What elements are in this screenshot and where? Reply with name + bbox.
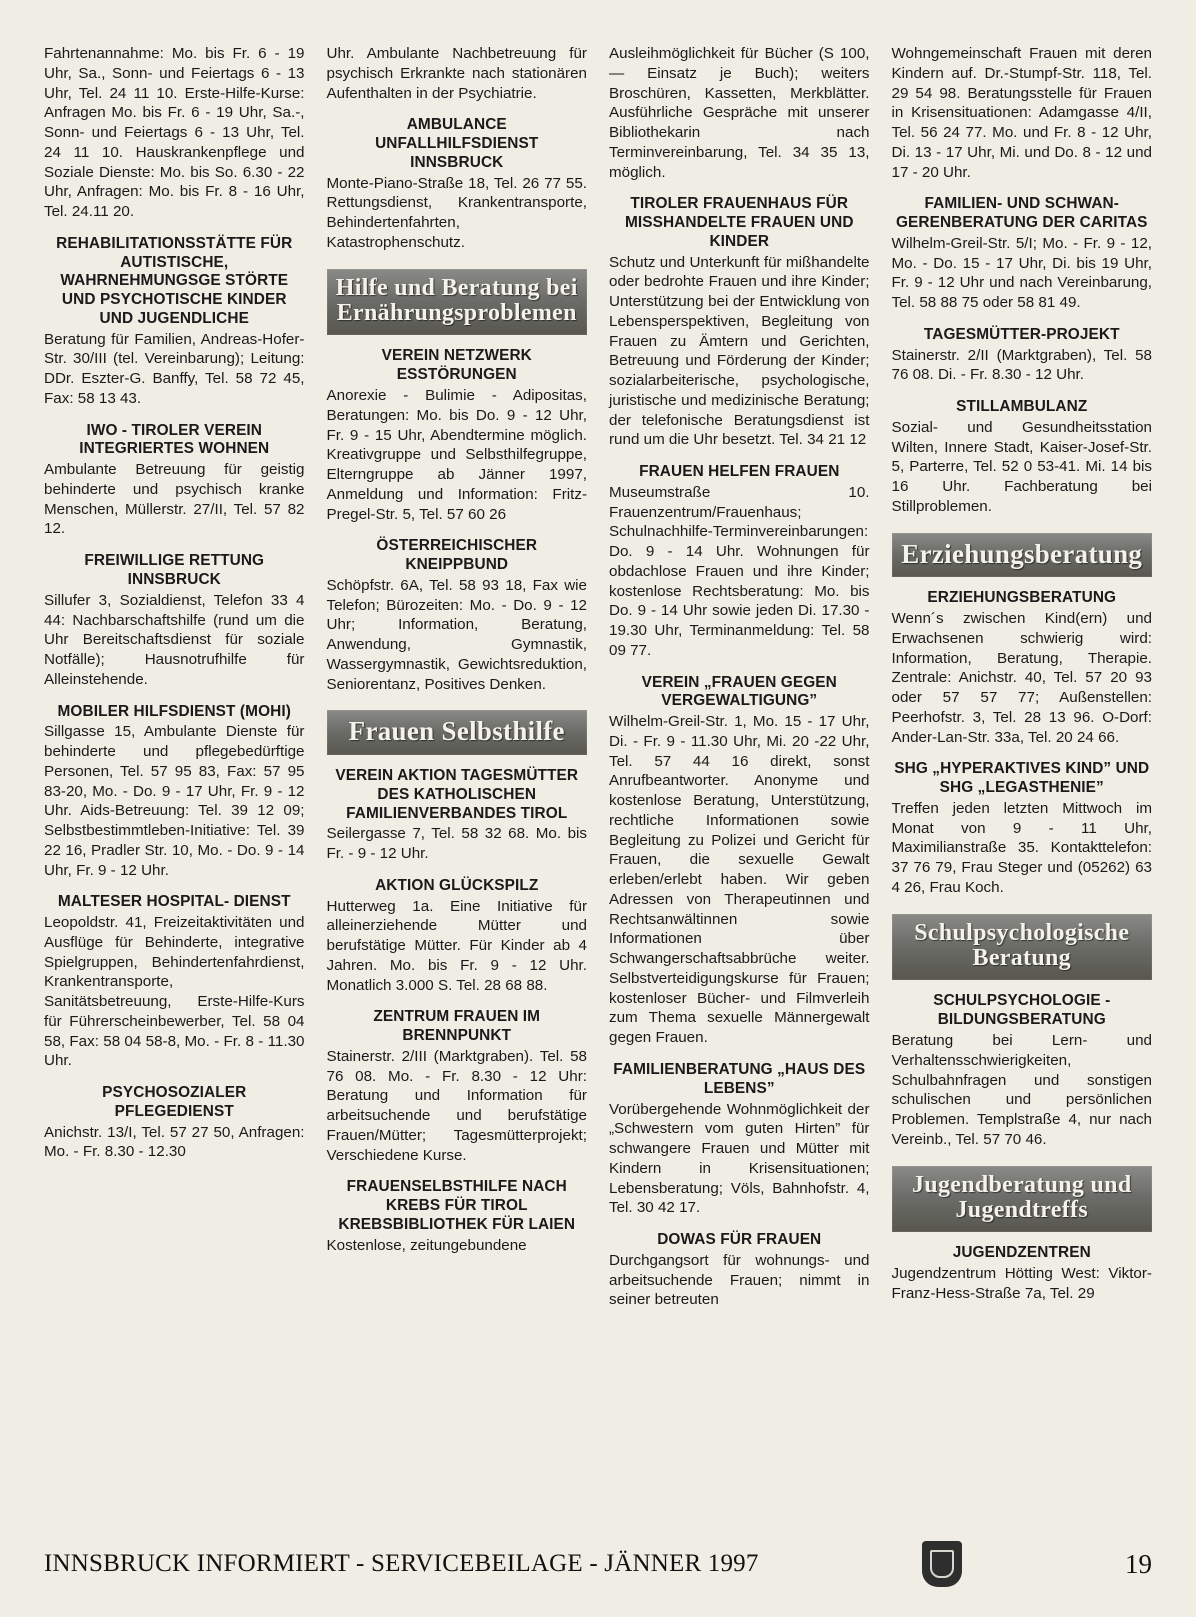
verein-netzwerk-esstoerungen-entry-heading: VEREIN NETZWERK ESSTÖRUNGEN	[381, 347, 532, 384]
banner-hilfe-und-beratung: Hilfe und Beratung bei Ernährungsproblemen	[327, 269, 588, 336]
column-1	[44, 44, 305, 1514]
fahrtenannahme-text	[44, 44, 305, 222]
tagesmuetter-projekt-entry-heading: TAGESMÜTTER-PROJEKT	[923, 325, 1120, 343]
malteser-hospitaldienst-entry-body: Leopoldstr. 41, Freizeitaktivitäten und Ausflüge für Behinderte, integrative Spielgruppen, Behindertenfahrdienst, Krankentransporte, Sanitätsbetreuung, Erste-Hilfe-Kurs für Führerscheinbewerber, Tel. 58 04 58, Fax: 58 04 58-8, Mo. - Fr. 8 - 11.30 Uhr.	[44, 914, 305, 1070]
article-columns	[44, 44, 1152, 1514]
familienberatung-haus-des-lebens-entry-body: Vorübergehende Wohnmöglichkeit der „Schwestern vom guten Hirten” für schwangere Frauen und Mütter mit Kindern in Krisensituationen; Lebensberatung; Völs, Bahnhofstr. 4, Tel. 30 42 17.	[609, 1100, 870, 1217]
aktion-gluecksspilz-entry-body: Hutterweg 1a. Eine Initiative für alleinerziehende Mütter und berufstätige Mütter. Für Kinder ab 4 Jahren. Mo. bis Fr. 9 - 12 Uhr. Monatlich 3.000 S. Tel. 28 68 88.	[326, 897, 587, 994]
schulpsychologie-bildungsberatung-entry-heading: SCHULPSYCHOLOGIE - BILDUNGSBERATUNG	[933, 992, 1111, 1029]
verein-aktion-tagesmuetter-entry	[327, 767, 588, 864]
familien-und-schwangerenberatung-entry	[892, 195, 1153, 313]
dowas-fuer-frauen-entry-body: Durchgangsort für wohnungs- und arbeitsuchende Frauen; nimmt in seiner betreuten	[609, 1251, 870, 1309]
aktion-gluecksspilz-entry	[327, 877, 588, 996]
oesterreichischer-kneippbund-entry-body: Schöpfstr. 6A, Tel. 58 93 18, Fax wie Telefon; Bürozeiten: Mo. - Do. 9 - 12 Uhr; Information, Beratung, Anwendung, Gymnastik, Wassergymnastik, Gewichtsreduktion, Seniorentanz, Positives Denken.	[326, 576, 587, 693]
ambulance-unfallhilfsdienst-entry	[327, 116, 588, 252]
tagesmuetter-projekt-entry-body: Stainerstr. 2/II (Marktgraben), Tel. 58 76 08. Di. - Fr. 8.30 - 12 Uhr.	[891, 346, 1152, 384]
ambulance-unfallhilfsdienst-entry-body: Monte-Piano-Straße 18, Tel. 26 77 55. Rettungsdienst, Krankentransporte, Behindertenfahrten, Katastrophenschutz.	[326, 174, 587, 251]
column-2	[327, 44, 588, 1514]
erziehungsberatung-entry-heading: ERZIEHUNGSBERATUNG	[927, 589, 1117, 607]
psychosozialer-pflegedienst-entry-body: Anichstr. 13/I, Tel. 57 27 50, Anfragen: Mo. - Fr. 8.30 - 12.30	[44, 1123, 305, 1161]
familien-und-schwangerenberatung-entry-body: Wilhelm-Greil-Str. 5/I; Mo. - Fr. 9 - 12, Mo. - Do. 15 - 17 Uhr, Di. bis 19 Uhr, Fr. 9 - 12 Uhr und nach Vereinbarung, Tel. 58 88 75 oder 58 81 49.	[891, 234, 1152, 312]
banner-erziehungsberatung: Erziehungsberatung	[892, 533, 1153, 578]
wohngemeinschaft-frauen-text-body: Wohngemeinschaft Frauen mit deren Kindern auf. Dr.-Stumpf-Str. 118, Tel. 29 54 98. Beratungsstelle für Frauen in Krisensituationen: Adamgasse 4/II, Tel. 56 24 77. Mo. und Fr. 8 - 12 Uhr, Di. 13 - 17 Uhr, Mi. und Do. 8 - 12 und 17 - 20 Uhr.	[891, 45, 1152, 181]
stillambulanz-entry-body: Sozial- und Gesundheitsstation Wilten, Innere Stadt, Kaiser-Josef-Str. 5, Parterre, Tel. 52 0 53-41. Mi. 14 bis 16 Uhr. Fachberatung bei Stillproblemen.	[891, 418, 1152, 515]
oesterreichischer-kneippbund-entry	[327, 537, 588, 694]
erziehungsberatung-entry-body: Wenn´s zwischen Kind(ern) und Erwachsenen schwierig wird: Information, Beratung, Therapie. Zentrale: Anichstr. 40, Tel. 57 20 93 oder 57 57 77; Außenstellen: Peerhofstr. 3, Tel. 28 13 96. O-Dorf: Ander-Lan-Str. 33a, Tel. 20 24 66.	[891, 610, 1152, 746]
jugendzentren-entry-body: Jugendzentrum Hötting West: Viktor-Franz-Hess-Straße 7a, Tel. 29	[891, 1265, 1152, 1302]
tiroler-frauenhaus-entry-heading: TIROLER FRAUENHAUS FÜR MISSHANDELTE FRAUEN UND KINDER	[624, 195, 854, 250]
psychosozialer-pflegedienst-entry	[44, 1084, 305, 1162]
rehabilitationsstaette-entry-body: Beratung für Familien, Andreas-Hofer-Str. 30/III (tel. Vereinbarung); Leitung: DDr. Eszter-G. Banffy, Tel. 58 72 45, Fax: 58 13 43.	[44, 330, 305, 407]
wohngemeinschaft-frauen-text	[892, 44, 1153, 182]
zentrum-frauen-im-brennpunkt-entry-body: Stainerstr. 2/III (Marktgraben). Tel. 58 76 08. Mo. - Fr. 8.30 - 12 Uhr: Beratung und Information für arbeitsuchende und berufstätige Frauen/Mütter; Tagesmütterprojekt; Verschiedene Kurse.	[326, 1047, 587, 1164]
fahrtenannahme-text-body: Fahrtenannahme: Mo. bis Fr. 6 - 19 Uhr, Sa., Sonn- und Feiertags 6 - 13 Uhr, Tel. 24 11 10. Erste-Hilfe-Kurse: Anfragen Mo. bis Fr. 6 - 19 Uhr, Sa.-, Sonn- und Feiertags 6 - 13 Uhr, Tel. 24 11 10. Hauskrankenpflege und Soziale Dienste: Mo. bis So. 6.30 - 22 Uhr, Anfragen: Mo. bis Fr. 8 - 16 Uhr, Tel. 24.11 20.	[44, 45, 305, 220]
verein-netzwerk-esstoerungen-entry	[327, 347, 588, 524]
page-footer	[44, 1541, 1152, 1587]
stillambulanz-entry	[892, 398, 1153, 517]
iwo-tiroler-verein-entry	[44, 422, 305, 540]
ambulante-nachbetreuung-text	[327, 44, 588, 103]
footer-page-number: 19	[1125, 1548, 1152, 1579]
schulpsychologie-bildungsberatung-entry-body: Beratung bei Lern- und Verhaltensschwierigkeiten, Schulbahnfragen und sonstigen schulischen und persönlichen Problemen. Templstraße 4, nur nach Vereinb., Tel. 57 70 46.	[891, 1032, 1152, 1148]
zentrum-frauen-im-brennpunkt-entry-heading: ZENTRUM FRAUEN IM BRENNPUNKT	[373, 1008, 541, 1045]
banner-jugendberatung: Jugendberatung und Jugendtreffs	[892, 1166, 1153, 1233]
psychosozialer-pflegedienst-entry-heading: PSYCHOSOZIALER PFLEGEDIENST	[102, 1084, 247, 1120]
freiwillige-rettung-entry	[44, 552, 305, 689]
banner-frauen-selbsthilfe: Frauen Selbsthilfe	[327, 710, 588, 755]
frauenselbsthilfe-nach-krebs-entry-body: Kostenlose, zeitungebundene	[326, 1236, 527, 1254]
stillambulanz-entry-heading: STILLAMBULANZ	[956, 398, 1088, 416]
verein-aktion-tagesmuetter-entry-heading: VEREIN AKTION TAGESMÜTTER DES KATHOLISCHEN FAMILIENVERBANDES TIROL	[335, 766, 579, 822]
tagesmuetter-projekt-entry	[892, 326, 1153, 385]
frauenselbsthilfe-nach-krebs-entry-heading: FRAUENSELBSTHILFE NACH KREBS FÜR TIROL KREBSBIBLIOTHEK FÜR LAIEN	[338, 1178, 576, 1233]
ambulante-nachbetreuung-text-body: Uhr. Ambulante Nachbetreuung für psychisch Erkrankte nach stationären Aufenthalten in der Psychiatrie.	[326, 45, 587, 102]
freiwillige-rettung-entry-heading: FREIWILLIGE RETTUNG INNSBRUCK	[84, 552, 265, 588]
oesterreichischer-kneippbund-entry-heading: ÖSTERREICHISCHER KNEIPPBUND	[376, 537, 538, 574]
familien-und-schwangerenberatung-entry-heading: FAMILIEN- UND SCHWAN- GERENBERATUNG DER CARITAS	[895, 195, 1148, 232]
erziehungsberatung-entry	[892, 589, 1153, 747]
footer-title: INNSBRUCK INFORMIERT - SERVICEBEILAGE - JÄNNER 1997	[44, 1550, 759, 1577]
shg-hyperaktives-kind-entry-body: Treffen jeden letzten Mittwoch im Monat von 9 - 11 Uhr, Maximilianstraße 35. Kontakttelefon: 37 76 79, Frau Steger und (05262) 63 4 26, Frau Koch.	[891, 799, 1152, 896]
jugendzentren-entry-heading: JUGENDZENTREN	[952, 1244, 1091, 1262]
verein-netzwerk-esstoerungen-entry-body: Anorexie - Bulimie - Adipositas, Beratungen: Mo. bis Do. 9 - 12 Uhr, Fr. 9 - 15 Uhr, Abendtermine möglich. Kreativgruppe und Selbsthilfegruppe, Elterngruppe ab Jänner 1997, Anmeldung und Information: Fritz-Pregel-Str. 5, Tel. 57 60 26	[326, 387, 587, 523]
column-4	[892, 44, 1153, 1514]
verein-frauen-gegen-vergewaltigung-entry-body: Wilhelm-Greil-Str. 1, Mo. 15 - 17 Uhr, Di. - Fr. 9 - 11.30 Uhr, Mi. 20 -22 Uhr, Tel. 57 44 16 direkt, sonst Anrufbeantworter. Anonyme und kostenlose Beratung, Unterstützung, rechtliche Informationen sowie Begleitung zu Polizei und Gericht für Frauen, die sexuelle Gewalt erleben/erlebt haben. Wir geben Adressen von Therapeutinnen und Rechtsanwältinnen sowie Informationen über Schwangerschaftsabbrüche weiter. Selbstverteidigungskurse für Frauen; kostenloser Bücher- und Filmverleih zum Thema sexuelle Männergewalt gegen Frauen.	[609, 713, 870, 1047]
verein-aktion-tagesmuetter-entry-body: Seilergasse 7, Tel. 58 32 68. Mo. bis Fr. - 9 - 12 Uhr.	[326, 825, 587, 863]
jugendzentren-entry	[892, 1244, 1153, 1303]
schulpsychologie-bildungsberatung-entry	[892, 992, 1153, 1149]
dowas-fuer-frauen-entry-heading: DOWAS FÜR FRAUEN	[657, 1231, 822, 1248]
mobiler-hilfsdienst-entry	[44, 703, 305, 881]
freiwillige-rettung-entry-body: Sillufer 3, Sozialdienst, Telefon 33 4 44: Nachbarschaftshilfe (rund um die Uhr Bereitschaftsdienst für soziale Notfälle); Hausnotrufhilfe für Alleinstehende.	[44, 591, 305, 688]
iwo-tiroler-verein-entry-heading: IWO - TIROLER VEREIN INTEGRIERTES WOHNEN	[79, 421, 270, 458]
ausleihmoeglichkeit-text-body: Ausleihmöglichkeit für Bücher (S 100,— Einsatz je Buch); weiters Broschüren, Kassetten, Merkblätter. Ausführliche Gespräche mit unserer Bibliothekarin nach Terminvereinbarung, Tel. 34 35 13, möglich.	[609, 45, 870, 181]
frauen-helfen-frauen-entry-body: Museumstraße 10. Frauenzentrum/Frauenhaus; Schulnachhilfe-Terminvereinbarungen: Do. 9 - 14 Uhr. Wohnungen für obdachlose Frauen und ihre Kinder; kostenlose Rechtsberatung: Mo. bis Do. 9 - 14 Uhr sowie jeden Di. 17.30 - 19.30 Uhr, Terminanmeldung: Tel. 58 09 77.	[609, 483, 870, 659]
verein-frauen-gegen-vergewaltigung-entry	[609, 674, 870, 1048]
zentrum-frauen-im-brennpunkt-entry	[327, 1008, 588, 1165]
aktion-gluecksspilz-entry-heading: AKTION GLÜCKSPILZ	[375, 876, 539, 894]
ausleihmoeglichkeit-text	[609, 44, 870, 182]
dowas-fuer-frauen-entry	[609, 1231, 870, 1310]
iwo-tiroler-verein-entry-body: Ambulante Betreuung für geistig behinderte und psychisch kranke Menschen, Müllerstr. 27/II, Tel. 57 82 12.	[44, 461, 305, 538]
malteser-hospitaldienst-entry	[44, 893, 305, 1071]
rehabilitationsstaette-entry	[44, 235, 305, 409]
banner-schulpsychologische-beratung: Schulpsychologische Beratung	[892, 914, 1153, 981]
rehabilitationsstaette-entry-heading: REHABILITATIONSSTÄTTE FÜR AUTISTISCHE, WAHRNEHMUNGSGE STÖRTE UND PSYCHOTISCHE KINDER UND JUGENDLICHE	[56, 234, 293, 327]
mobiler-hilfsdienst-entry-heading: MOBILER HILFSDIENST (MOHI)	[57, 702, 291, 720]
shg-hyperaktives-kind-entry-heading: SHG „HYPERAKTIVES KIND” UND SHG „LEGASTHENIE”	[894, 760, 1150, 797]
frauen-helfen-frauen-entry-heading: FRAUEN HELFEN FRAUEN	[639, 463, 840, 481]
innsbruck-coat-of-arms-icon	[922, 1541, 962, 1587]
familienberatung-haus-des-lebens-entry-heading: FAMILIENBERATUNG „HAUS DES LEBENS”	[613, 1060, 866, 1097]
shg-hyperaktives-kind-entry	[892, 760, 1153, 897]
tiroler-frauenhaus-entry-body: Schutz und Unterkunft für mißhandelte oder bedrohte Frauen und ihre Kinder; Unterstützung bei der Entwicklung von Lebensperspektiven, Begleitung von Frauen zu Ämtern und Gerichten, Betreuung und Förderung der Kinder; sozialarbeiterische, psychologische, juristische und medizinische Beratung; der telefonische Beratungsdienst ist rund um die Uhr besetzt. Tel. 34 21 12	[609, 253, 870, 449]
column-3	[609, 44, 870, 1514]
familienberatung-haus-des-lebens-entry	[609, 1061, 870, 1218]
mobiler-hilfsdienst-entry-body: Sillgasse 15, Ambulante Dienste für behinderte und pflegebedürftige Personen, Tel. 57 95 83, Fax: 57 95 83-20, Mo. - Do. 9 - 17 Uhr, Fr. 9 - 12 Uhr. Aids-Betreuung: Tel. 39 12 09; Selbstbestimmtleben-Initiative: Tel. 39 22 16, Pradler Str. 10, Mo. - Do. 9 - 14 Uhr, Fr. 9 - 12 Uhr.	[44, 723, 305, 879]
verein-frauen-gegen-vergewaltigung-entry-heading: VEREIN „FRAUEN GEGEN VERGEWALTIGUNG”	[641, 673, 837, 710]
frauen-helfen-frauen-entry	[609, 463, 870, 661]
frauenselbsthilfe-nach-krebs-entry	[327, 1178, 588, 1255]
tiroler-frauenhaus-entry	[609, 195, 870, 450]
malteser-hospitaldienst-entry-heading: MALTESER HOSPITAL- DIENST	[57, 893, 291, 911]
ambulance-unfallhilfsdienst-entry-heading: AMBULANCE UNFALLHILFSDIENST INNSBRUCK	[375, 116, 539, 171]
